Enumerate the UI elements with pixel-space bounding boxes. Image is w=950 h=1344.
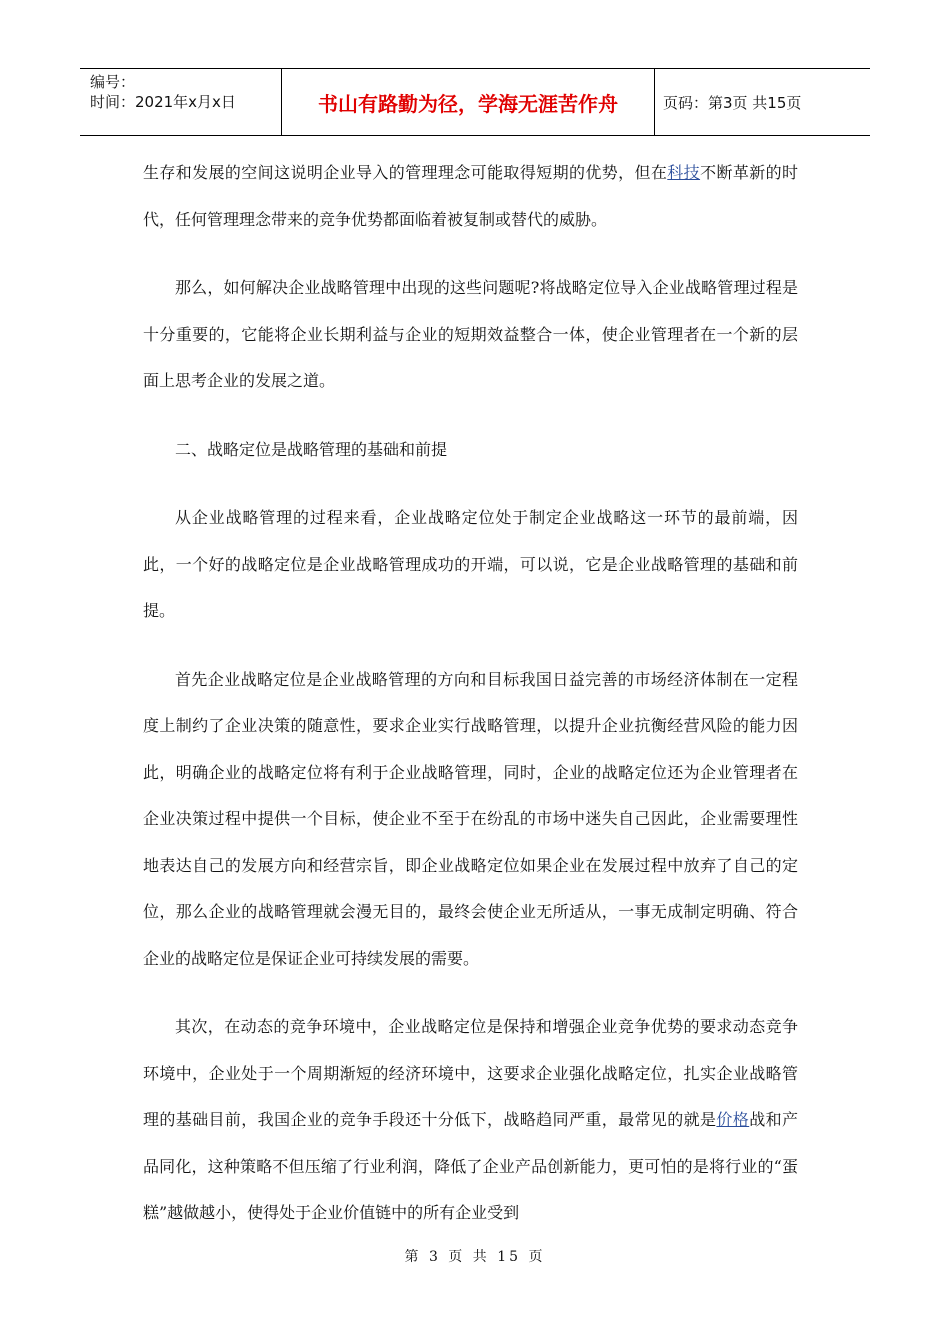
document-time-label: 时间：2021年x月x日 xyxy=(90,93,236,111)
document-body xyxy=(143,150,798,1259)
page-header xyxy=(80,68,870,136)
section-heading: 二、战略定位是战略管理的基础和前提 xyxy=(175,439,448,459)
document-number-label: 编号： xyxy=(90,73,136,91)
header-page-info: 页码：第3页 共15页 xyxy=(663,93,802,112)
header-left-cell xyxy=(80,69,282,135)
paragraph-1-text-b: 不断革新的时代，任何管理理念带来的竞争优势都面临着被复制或替代的威胁。 xyxy=(143,163,798,229)
paragraph-5: 首先企业战略定位是企业战略管理的方向和目标我国日益完善的市场经济体制在一定程度上制约了企业决策的随意性，要求企业实行战略管理，以提升企业抗衡经营风险的能力因此，明确企业的战略定位将有利于企业战略管理，同时，企业的战略定位还为企业管理者在企业决策过程中提供一个目标，使企业不至于在纷乱的市场中迷失自己因此，企业需要理性地表达自己的发展方向和经营宗旨，即企业战略定位如果企业在发展过程中放弃了自己的定位，那么企业的战略管理就会漫无目的，最终会使企业无所适从，一事无成制定明确、符合企业的战略定位是保证企业可持续发展的需要。 xyxy=(143,669,798,968)
paragraph-6 xyxy=(143,1004,798,1237)
paragraph-2: 那么，如何解决企业战略管理中出现的这些问题呢?将战略定位导入企业战略管理过程是十分重要的，它能将企业长期利益与企业的短期效益整合一体，使企业管理者在一个新的层面上思考企业的发展之道。 xyxy=(143,278,798,390)
keyword-link-technology[interactable]: 科技 xyxy=(667,163,701,182)
paragraph-1-text-a: 生存和发展的空间这说明企业导入的管理理念可能取得短期的优势，但在 xyxy=(143,163,668,182)
paragraph-4: 从企业战略管理的过程来看，企业战略定位处于制定企业战略这一环节的最前端，因此，一个好的战略定位是企业战略管理成功的开端，可以说，它是企业战略管理的基础和前提。 xyxy=(143,508,798,620)
paragraph-1 xyxy=(143,150,798,243)
header-motto: 书山有路勤为径，学海无涯苦作舟 xyxy=(282,69,655,135)
paragraph-6-text-a: 其次，在动态的竞争环境中，企业战略定位是保持和增强企业竞争优势的要求动态竞争环境中，企业处于一个周期渐短的经济环境中，这要求企业强化战略定位，扎实企业战略管理的基础目前，我国企业的竞争手段还十分低下，战略趋同严重，最常见的就是 xyxy=(143,1017,798,1129)
page-footer: 第 3 页 共 15 页 xyxy=(404,1249,546,1265)
keyword-link-price[interactable]: 价格 xyxy=(716,1110,750,1129)
paragraph-6-text-b: 战和产品同化，这种策略不但压缩了行业利润，降低了企业产品创新能力，更可怕的是将行业的“蛋糕”越做越小，使得处于企业价值链中的所有企业受到 xyxy=(143,1110,798,1222)
